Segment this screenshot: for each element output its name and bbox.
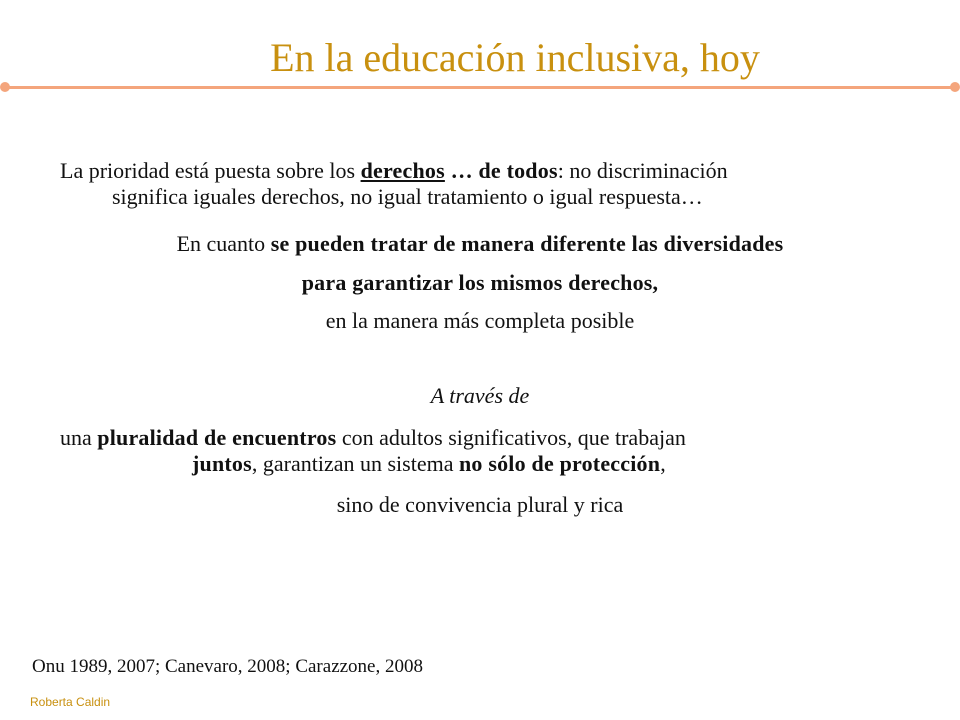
paragraph-priority <box>60 158 930 210</box>
paragraph-coexistence: sino de convivencia plural y rica <box>336 492 624 517</box>
no-discrimination-text: : no discriminación <box>557 158 728 183</box>
through-heading: A través de <box>430 383 530 408</box>
paragraph-priority-line2: significa iguales derechos, no igual tratamiento o igual respuesta… <box>112 184 703 209</box>
protection-bold: no sólo de protección <box>459 451 661 476</box>
paragraph-diversities <box>0 231 960 257</box>
ellipsis: … <box>444 158 479 183</box>
adults-text: con adultos significativos, que trabajan <box>336 425 686 450</box>
paragraph-priority-line1 <box>60 158 930 184</box>
paragraph-encounters-line1 <box>60 425 940 451</box>
author-footer: Roberta Caldin <box>30 695 111 709</box>
paragraph-same-rights <box>0 270 960 296</box>
references: Onu 1989, 2007; Canevaro, 2008; Carazzone, 2008 <box>32 656 423 677</box>
en-cuanto-text: En cuanto <box>176 231 271 256</box>
paragraph-complete: en la manera más completa posible <box>325 308 635 333</box>
paragraph-encounters-line2 <box>60 451 940 477</box>
derechos-underlined: derechos <box>360 158 445 183</box>
una-text: una <box>60 425 98 450</box>
paragraph-encounters <box>60 425 940 477</box>
comma: , <box>660 451 666 476</box>
system-text: , garantizan un sistema <box>251 451 459 476</box>
same-rights-bold: para garantizar los mismos derechos, <box>301 270 659 295</box>
title-rule <box>4 86 956 89</box>
slide-title: En la educación inclusiva, hoy <box>270 35 760 80</box>
priority-text: La prioridad está puesta sobre los <box>60 158 361 183</box>
rule-left-dot <box>0 82 10 92</box>
diversities-bold: se pueden tratar de manera diferente las diversidades <box>270 231 784 256</box>
de-todos-bold: de todos <box>478 158 558 183</box>
plurality-bold: pluralidad de encuentros <box>97 425 337 450</box>
rule-right-dot <box>950 82 960 92</box>
juntos-bold: juntos <box>192 451 252 476</box>
